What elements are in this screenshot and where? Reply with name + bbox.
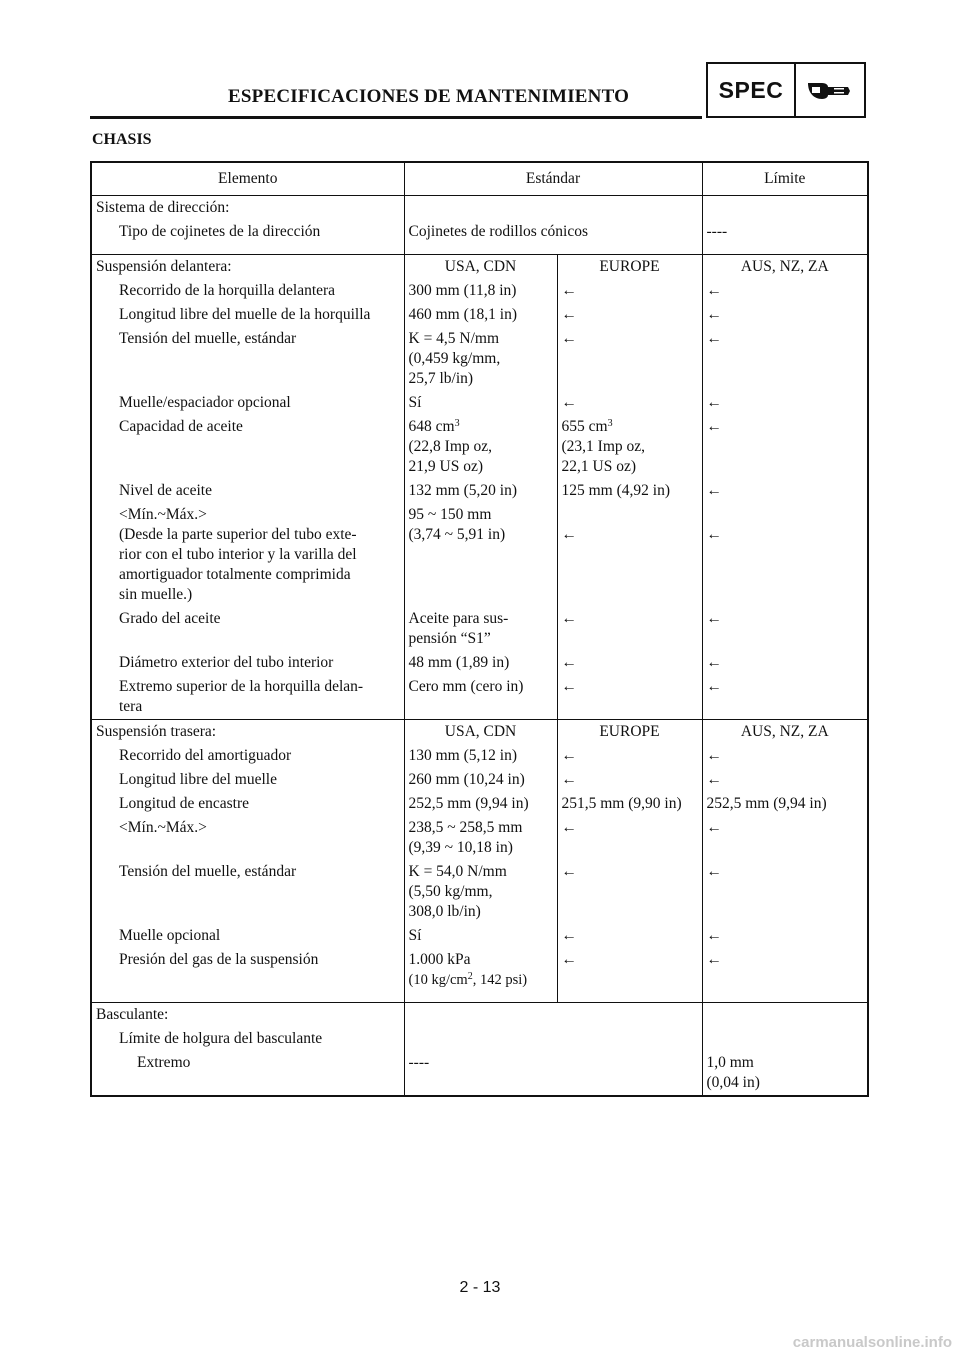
spec-table <box>90 161 869 1097</box>
header-standard: Estándar <box>404 162 702 196</box>
front-oil-capacity-eu: 655 $cm^3$ (23,1 Imp oz, 22,1 US oz) <box>557 415 702 479</box>
rear-gas-label: Presión del gas de la suspensión <box>91 948 404 992</box>
section-title: CHASIS <box>92 131 152 148</box>
swingarm-heading: Basculante: <box>91 1003 404 1028</box>
front-tube-diameter-value: 48 mm (1,89 in) <box>404 651 557 675</box>
table-header-row <box>91 162 868 196</box>
rear-travel-label: Recorrido del amortiguador <box>91 744 404 768</box>
front-oil-level-usa: 132 mm (5,20 in) <box>404 479 557 503</box>
same-arrow: ← <box>706 863 722 880</box>
rear-fitting-label: Longitud de encastre <box>91 792 404 816</box>
table-row <box>91 220 868 244</box>
rear-heading: Suspensión trasera: <box>91 720 404 745</box>
front-oil-level-label: Nivel de aceite <box>91 479 404 503</box>
front-oil-level-eu: 125 mm (4,92 in) <box>557 479 702 503</box>
table-row <box>91 768 868 792</box>
rear-minmax-label: <Mín.~Máx.> <box>91 816 404 860</box>
table-row <box>91 503 868 607</box>
front-spring-rate-value: K = 4,5 N/mm (0,459 kg/mm, 25,7 lb/in) <box>404 327 557 391</box>
same-arrow: ← <box>557 675 702 720</box>
table-row <box>91 607 868 651</box>
swingarm-end-standard: ---- <box>404 1051 702 1096</box>
same-arrow: ← <box>706 819 722 836</box>
same-arrow: ← <box>557 860 702 924</box>
table-row <box>91 924 868 948</box>
table-row <box>91 196 868 221</box>
rear-optional-label: Muelle opcional <box>91 924 404 948</box>
front-optional-label: Muelle/espaciador opcional <box>91 391 404 415</box>
same-arrow: ← <box>706 306 722 323</box>
table-row <box>91 720 868 745</box>
rear-minmax-value: 238,5 ~ 258,5 mm (9,39 ~ 10,18 in) <box>404 816 557 860</box>
table-row <box>91 303 868 327</box>
front-heading: Suspensión delantera: <box>91 255 404 280</box>
same-arrow: ← <box>557 768 702 792</box>
table-row <box>91 479 868 503</box>
same-arrow: ← <box>557 391 702 415</box>
swingarm-freeplay-label: Límite de holgura del basculante <box>91 1027 404 1051</box>
front-optional-value: Sí <box>404 391 557 415</box>
rear-optional-value: Sí <box>404 924 557 948</box>
same-arrow: ← <box>706 654 722 671</box>
spec-label: SPEC <box>708 64 796 116</box>
same-arrow: ← <box>706 526 722 543</box>
swingarm-end-label: Extremo <box>91 1051 404 1096</box>
region-usa: USA, CDN <box>404 255 557 280</box>
same-arrow: ← <box>557 607 702 651</box>
front-oil-grade-value: Aceite para sus- pensión “S1” <box>404 607 557 651</box>
header-limit: Límite <box>702 162 868 196</box>
steering-bearing-limit: ---- <box>706 223 728 240</box>
front-minmax-label: <Mín.~Máx.> (Desde la parte superior del tubo exte- rior con el tubo interior y la varilla del amortiguador totalmente comprimida sin muelle.) <box>91 503 404 607</box>
front-spring-rate-label: Tensión del muelle, estándar <box>91 327 404 391</box>
region-usa: USA, CDN <box>404 720 557 745</box>
table-row <box>91 415 868 479</box>
same-arrow: ← <box>706 747 722 764</box>
same-arrow: ← <box>557 924 702 948</box>
front-tube-diameter-label: Diámetro exterior del tubo interior <box>91 651 404 675</box>
watermark: carmanualsonline.info <box>792 1334 952 1351</box>
table-row <box>91 744 868 768</box>
rear-free-length-value: 260 mm (10,24 in) <box>404 768 557 792</box>
table-row <box>91 1003 868 1028</box>
rear-spring-rate-label: Tensión del muelle, estándar <box>91 860 404 924</box>
steering-bearing-label: Tipo de cojinetes de la dirección <box>91 220 404 244</box>
front-travel-value: 300 mm (11,8 in) <box>404 279 557 303</box>
same-arrow: ← <box>557 503 702 607</box>
table-row <box>91 675 868 720</box>
same-arrow: ← <box>557 816 702 860</box>
table-row <box>91 327 868 391</box>
wrench-icon <box>796 64 864 116</box>
same-arrow: ← <box>557 303 702 327</box>
same-arrow: ← <box>557 651 702 675</box>
rear-free-length-label: Longitud libre del muelle <box>91 768 404 792</box>
rear-fitting-usa: 252,5 mm (9,94 in) <box>404 792 557 816</box>
spec-box <box>706 62 866 118</box>
same-arrow: ← <box>706 771 722 788</box>
same-arrow: ← <box>706 482 722 499</box>
same-arrow: ← <box>706 394 722 411</box>
region-europe: EUROPE <box>557 255 702 280</box>
table-row <box>91 816 868 860</box>
rear-travel-value: 130 mm (5,12 in) <box>404 744 557 768</box>
same-arrow: ← <box>557 948 702 992</box>
same-arrow: ← <box>557 744 702 768</box>
front-free-length-value: 460 mm (18,1 in) <box>404 303 557 327</box>
table-row <box>91 1027 868 1051</box>
region-europe: EUROPE <box>557 720 702 745</box>
swingarm-end-limit: 1,0 mm (0,04 in) <box>706 1054 760 1091</box>
table-row <box>91 651 868 675</box>
rear-fitting-eu: 251,5 mm (9,90 in) <box>557 792 702 816</box>
rear-fitting-aus: 252,5 mm (9,94 in) <box>706 795 827 812</box>
same-arrow: ← <box>706 330 722 347</box>
table-row <box>91 391 868 415</box>
same-arrow: ← <box>706 610 722 627</box>
front-travel-label: Recorrido de la horquilla delantera <box>91 279 404 303</box>
table-row <box>91 948 868 992</box>
table-row <box>91 860 868 924</box>
front-free-length-label: Longitud libre del muelle de la horquilla <box>91 303 404 327</box>
same-arrow: ← <box>706 678 722 695</box>
table-row <box>91 279 868 303</box>
region-aus: AUS, NZ, ZA <box>702 720 868 745</box>
header-rule <box>90 116 702 119</box>
same-arrow: ← <box>706 951 722 968</box>
steering-bearing-value: Cojinetes de rodillos cónicos <box>404 220 702 244</box>
rear-spring-rate-value: K = 54,0 N/mm (5,50 kg/mm, 308,0 lb/in) <box>404 860 557 924</box>
table-row <box>91 792 868 816</box>
header-item: Elemento <box>91 162 404 196</box>
page-header-title: ESPECIFICACIONES DE MANTENIMIENTO <box>228 86 630 107</box>
same-arrow: ← <box>706 927 722 944</box>
steering-heading: Sistema de dirección: <box>91 196 404 221</box>
table-row <box>91 1051 868 1096</box>
same-arrow: ← <box>706 282 722 299</box>
front-minmax-value: 95 ~ 150 mm (3,74 ~ 5,91 in) <box>404 503 557 607</box>
same-arrow: ← <box>557 279 702 303</box>
front-oil-capacity-label: Capacidad de aceite <box>91 415 404 479</box>
front-fork-top-label: Extremo superior de la horquilla delan- tera <box>91 675 404 720</box>
page-number: 2 - 13 <box>459 1279 501 1296</box>
same-arrow: ← <box>557 327 702 391</box>
front-oil-grade-label: Grado del aceite <box>91 607 404 651</box>
region-aus: AUS, NZ, ZA <box>702 255 868 280</box>
rear-gas-value: 1.000 kPa (10 $kg/cm^2$, 142 psi) <box>404 948 557 992</box>
table-row <box>91 255 868 280</box>
front-oil-capacity-usa: 648 $cm^3$ (22,8 Imp oz, 21,9 US oz) <box>404 415 557 479</box>
same-arrow: ← <box>706 418 722 435</box>
front-fork-top-value: Cero mm (cero in) <box>404 675 557 720</box>
